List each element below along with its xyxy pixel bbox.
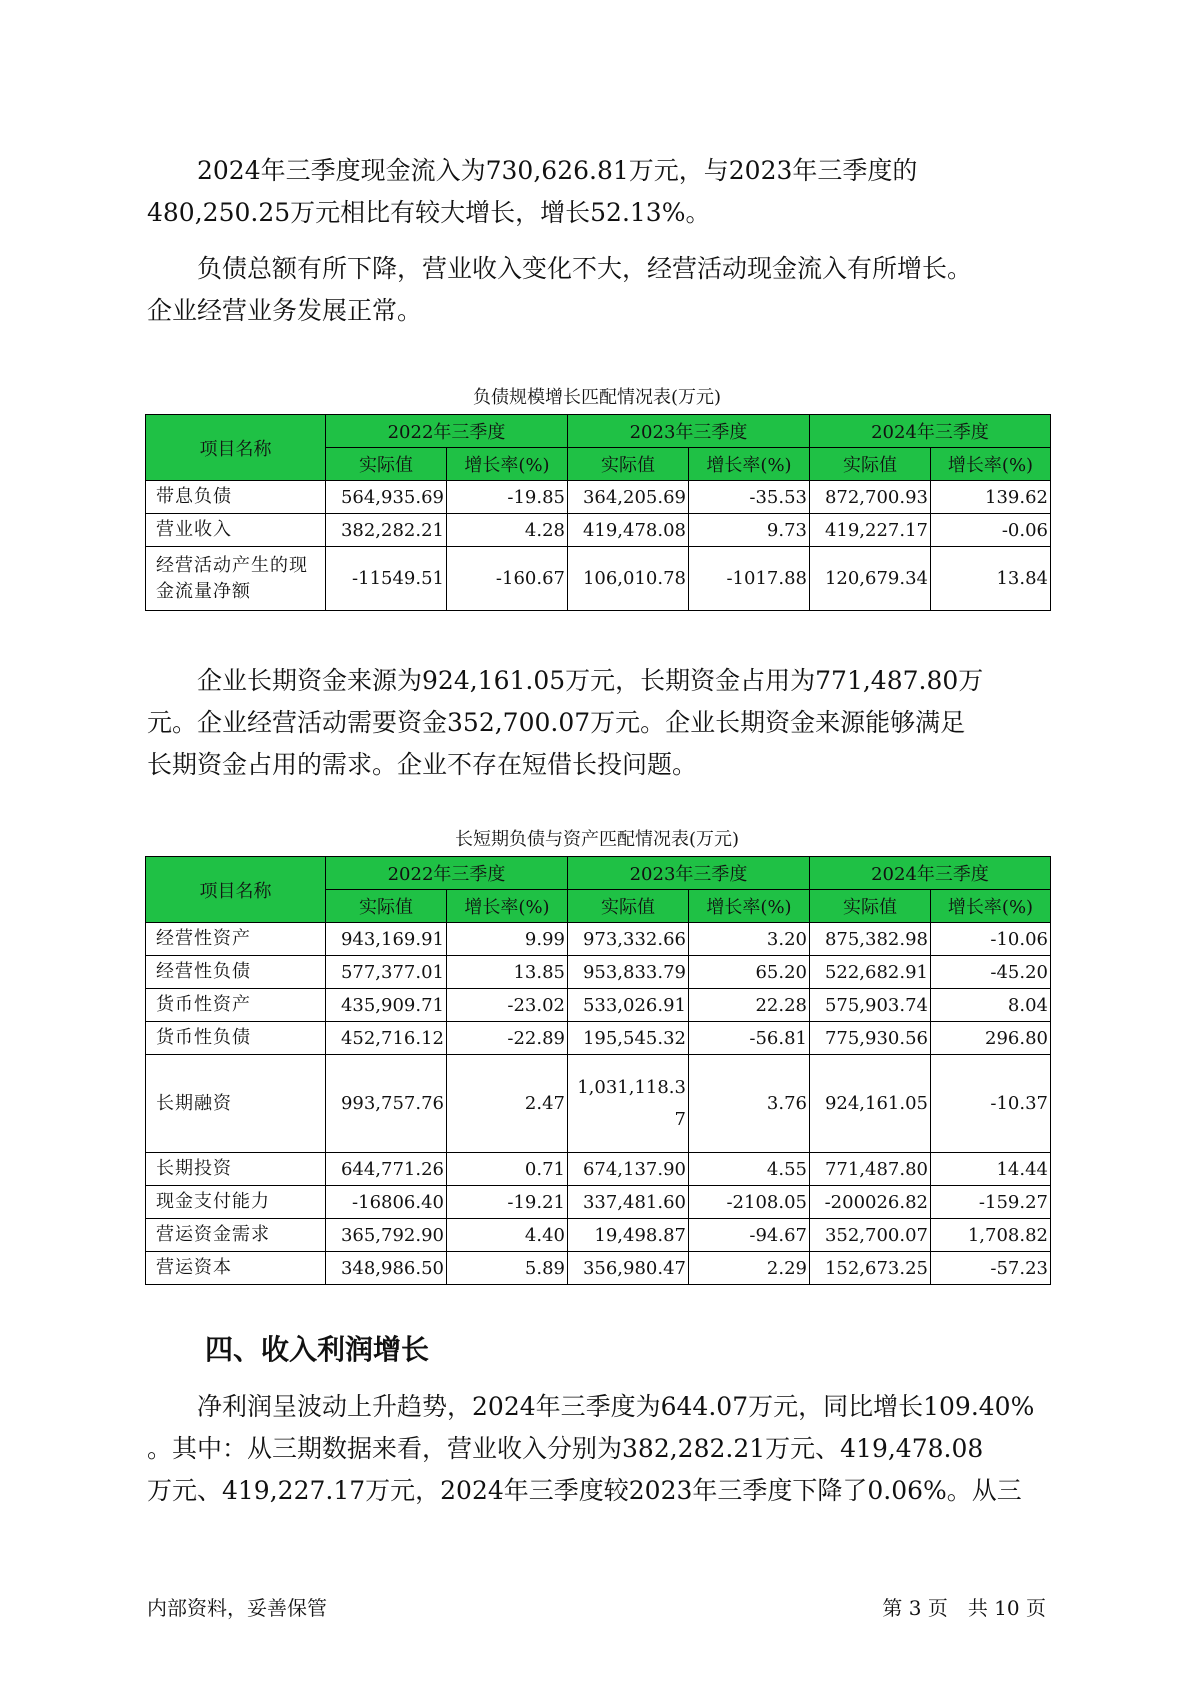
cell-value: 152,673.25	[810, 1252, 931, 1285]
actual-value-header: 实际值	[568, 890, 689, 923]
cell-value: -45.20	[931, 956, 1051, 989]
row-name: 经营性资产	[146, 923, 326, 956]
cell-value: 953,833.79	[568, 956, 689, 989]
cell-value: -57.23	[931, 1252, 1051, 1285]
cell-value: 382,282.21	[326, 514, 447, 547]
cell-value: 65.20	[689, 956, 810, 989]
cell-value: 452,716.12	[326, 1022, 447, 1055]
asset-liability-match-table	[145, 856, 1051, 1285]
period-header: 2022年三季度	[326, 857, 568, 890]
cell-value: 522,682.91	[810, 956, 931, 989]
actual-value-header: 实际值	[810, 448, 931, 481]
paragraph-long-term-funds: 企业长期资金来源为924,161.05万元，长期资金占用为771,487.80万 元。企业经营活动需要资金352,700.07万元。企业长期资金来源能够满足 长期资金占用的需求。企业不存在短借长投问题。	[147, 666, 984, 779]
table1-caption: 负债规模增长匹配情况表(万元)	[472, 387, 722, 408]
cell-value: 13.85	[447, 956, 568, 989]
cell-value: 22.28	[689, 989, 810, 1022]
row-name: 营业收入	[146, 514, 326, 547]
cell-value: -16806.40	[326, 1186, 447, 1219]
actual-value-header: 实际值	[326, 890, 447, 923]
cell-value: 9.73	[689, 514, 810, 547]
cell-value: 337,481.60	[568, 1186, 689, 1219]
cell-value: 364,205.69	[568, 481, 689, 514]
table-row	[146, 514, 1051, 547]
cell-value: 5.89	[447, 1252, 568, 1285]
cell-value: 9.99	[447, 923, 568, 956]
cell-value: -159.27	[931, 1186, 1051, 1219]
growth-rate-header: 增长率(%)	[689, 448, 810, 481]
table-row	[146, 1186, 1051, 1219]
footer-confidential-note: 内部资料，妥善保管	[147, 1596, 327, 1620]
section-heading: 四、收入利润增长	[205, 1333, 430, 1366]
cell-value: 14.44	[931, 1153, 1051, 1186]
table-row	[146, 481, 1051, 514]
row-name: 经营性负债	[146, 956, 326, 989]
cell-value: 435,909.71	[326, 989, 447, 1022]
cell-value: 296.80	[931, 1022, 1051, 1055]
cell-value: -160.67	[447, 547, 568, 611]
cell-value: -23.02	[447, 989, 568, 1022]
table-row	[146, 547, 1051, 611]
row-name: 长期投资	[146, 1153, 326, 1186]
cell-value: 924,161.05	[810, 1055, 931, 1153]
growth-rate-header: 增长率(%)	[931, 448, 1051, 481]
paragraph-liabilities: 负债总额有所下降，营业收入变化不大，经营活动现金流入有所增长。 企业经营业务发展正常。	[147, 254, 973, 325]
cell-value: 1,708.82	[931, 1219, 1051, 1252]
cell-value: 19,498.87	[568, 1219, 689, 1252]
cell-value: 872,700.93	[810, 481, 931, 514]
row-name: 货币性负债	[146, 1022, 326, 1055]
cell-value: 644,771.26	[326, 1153, 447, 1186]
table-row	[146, 1022, 1051, 1055]
table-row	[146, 1153, 1051, 1186]
period-header: 2024年三季度	[810, 415, 1051, 448]
cell-value: -19.85	[447, 481, 568, 514]
item-name-header: 项目名称	[146, 415, 326, 481]
cell-value: 4.28	[447, 514, 568, 547]
period-header: 2023年三季度	[568, 415, 810, 448]
cell-value: 973,332.66	[568, 923, 689, 956]
table-row	[146, 1055, 1051, 1153]
actual-value-header: 实际值	[326, 448, 447, 481]
paragraph-cash-inflow: 2024年三季度现金流入为730,626.81万元，与2023年三季度的 480,250.25万元相比有较大增长，增长52.13%。	[147, 156, 918, 227]
cell-value: 0.71	[447, 1153, 568, 1186]
period-header: 2024年三季度	[810, 857, 1051, 890]
growth-rate-header: 增长率(%)	[447, 448, 568, 481]
cell-value: 8.04	[931, 989, 1051, 1022]
cell-value: -0.06	[931, 514, 1051, 547]
cell-value: 577,377.01	[326, 956, 447, 989]
row-name: 现金支付能力	[146, 1186, 326, 1219]
cell-value: 3.20	[689, 923, 810, 956]
cell-value: -1017.88	[689, 547, 810, 611]
row-name: 营运资金需求	[146, 1219, 326, 1252]
cell-value: 106,010.78	[568, 547, 689, 611]
cell-value: 943,169.91	[326, 923, 447, 956]
cell-value: -10.06	[931, 923, 1051, 956]
cell-value: -35.53	[689, 481, 810, 514]
cell-value: 4.40	[447, 1219, 568, 1252]
cell-value: 674,137.90	[568, 1153, 689, 1186]
row-name: 长期融资	[146, 1055, 326, 1153]
paragraph-net-profit: 净利润呈波动上升趋势，2024年三季度为644.07万元，同比增长109.40% 。其中：从三期数据来看，营业收入分别为382,282.21万元、419,478.08 万元、419,227.17万元，2024年三季度较2023年三季度下降了0.06%。从三	[147, 1392, 1035, 1505]
cell-value: 3.76	[689, 1055, 810, 1153]
table-row	[146, 1219, 1051, 1252]
table-row	[146, 923, 1051, 956]
cell-value: 993,757.76	[326, 1055, 447, 1153]
growth-rate-header: 增长率(%)	[689, 890, 810, 923]
cell-value: 13.84	[931, 547, 1051, 611]
actual-value-header: 实际值	[568, 448, 689, 481]
cell-value: 2.47	[447, 1055, 568, 1153]
cell-value: 2.29	[689, 1252, 810, 1285]
cell-value: -10.37	[931, 1055, 1051, 1153]
cell-value: 771,487.80	[810, 1153, 931, 1186]
cell-value: 348,986.50	[326, 1252, 447, 1285]
period-header: 2022年三季度	[326, 415, 568, 448]
row-name: 经营活动产生的现金流量净额	[146, 547, 326, 611]
period-header: 2023年三季度	[568, 857, 810, 890]
cell-value: 195,545.32	[568, 1022, 689, 1055]
cell-value: 575,903.74	[810, 989, 931, 1022]
row-name: 带息负债	[146, 481, 326, 514]
cell-value: -22.89	[447, 1022, 568, 1055]
cell-value: -19.21	[447, 1186, 568, 1219]
cell-value: 419,227.17	[810, 514, 931, 547]
cell-value: 564,935.69	[326, 481, 447, 514]
cell-value: -94.67	[689, 1219, 810, 1252]
table-row	[146, 956, 1051, 989]
cell-value: 775,930.56	[810, 1022, 931, 1055]
cell-value: 139.62	[931, 481, 1051, 514]
cell-value: -11549.51	[326, 547, 447, 611]
cell-value: 1,031,118.37	[568, 1055, 689, 1153]
row-name: 营运资本	[146, 1252, 326, 1285]
cell-value: 120,679.34	[810, 547, 931, 611]
actual-value-header: 实际值	[810, 890, 931, 923]
growth-rate-header: 增长率(%)	[447, 890, 568, 923]
table-row	[146, 1252, 1051, 1285]
item-name-header: 项目名称	[146, 857, 326, 923]
table-row	[146, 989, 1051, 1022]
debt-growth-table	[145, 414, 1051, 611]
cell-value: -56.81	[689, 1022, 810, 1055]
cell-value: 533,026.91	[568, 989, 689, 1022]
cell-value: 365,792.90	[326, 1219, 447, 1252]
growth-rate-header: 增长率(%)	[931, 890, 1051, 923]
cell-value: -200026.82	[810, 1186, 931, 1219]
cell-value: 875,382.98	[810, 923, 931, 956]
cell-value: -2108.05	[689, 1186, 810, 1219]
row-name: 货币性资产	[146, 989, 326, 1022]
cell-value: 356,980.47	[568, 1252, 689, 1285]
footer-page-number: 第 3 页 共 10 页	[882, 1596, 1046, 1620]
table2-caption: 长短期负债与资产匹配情况表(万元)	[454, 829, 740, 850]
cell-value: 4.55	[689, 1153, 810, 1186]
cell-value: 419,478.08	[568, 514, 689, 547]
cell-value: 352,700.07	[810, 1219, 931, 1252]
